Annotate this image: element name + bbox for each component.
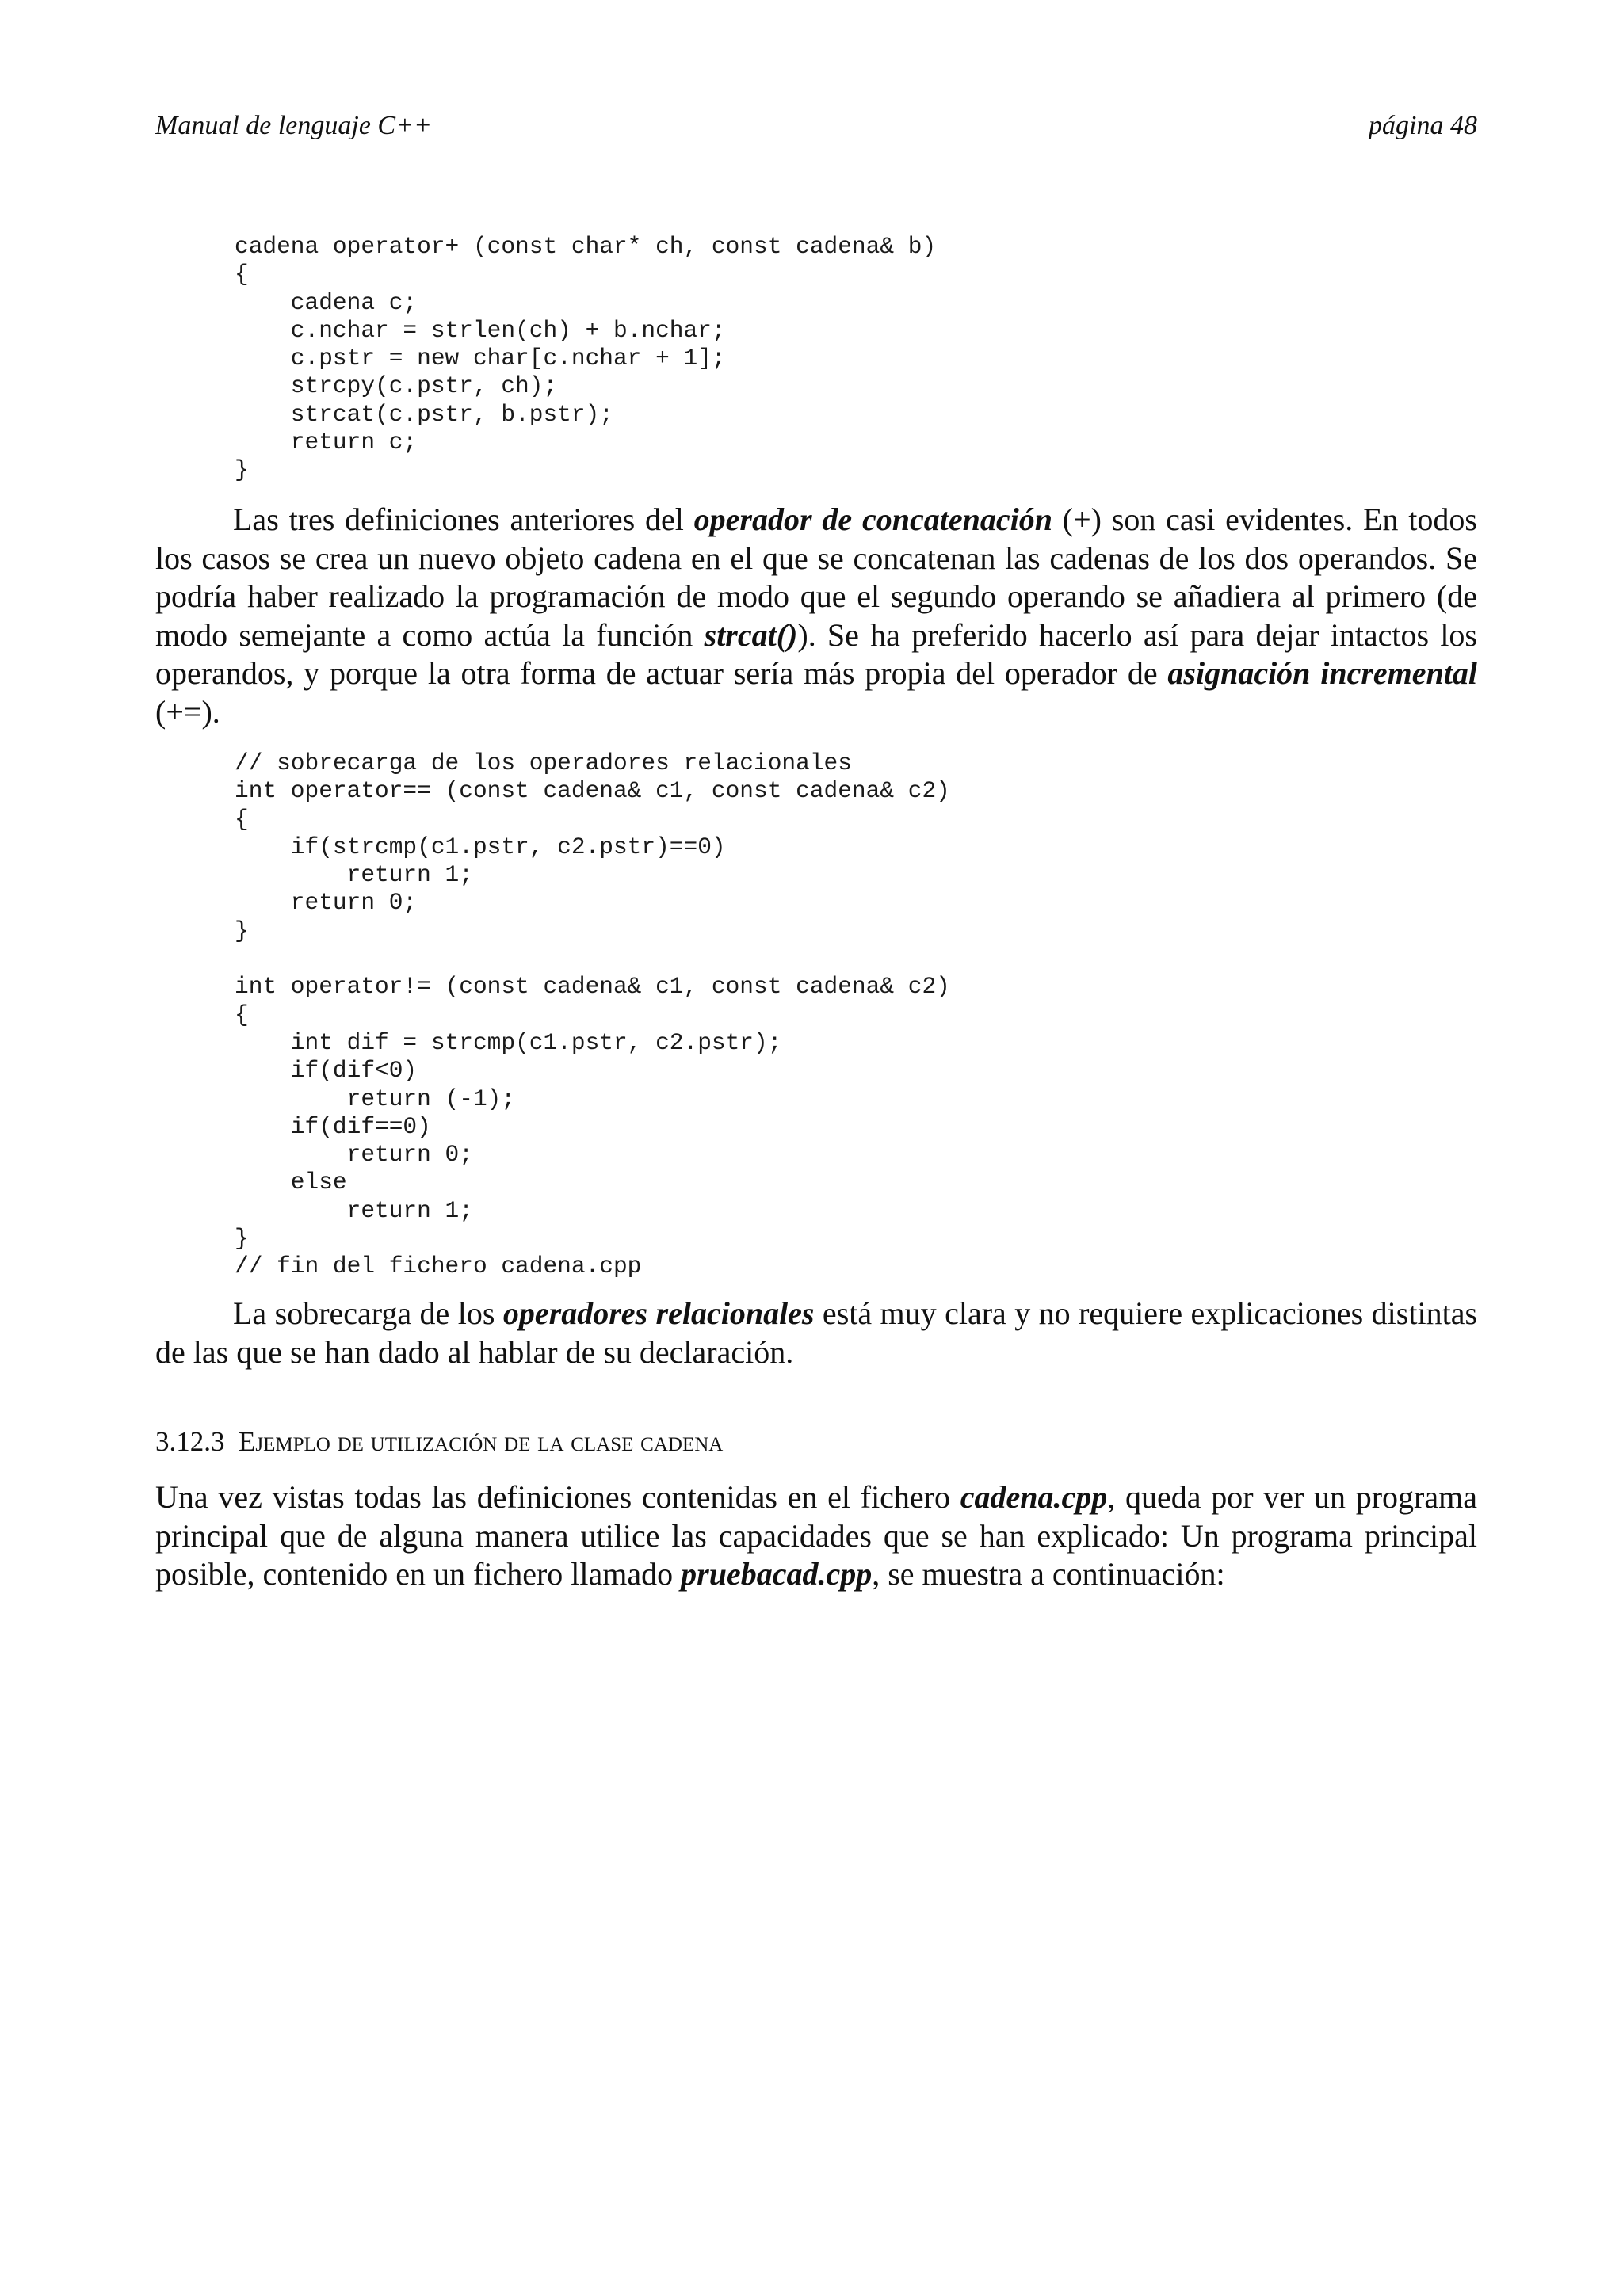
text-span: (+) son casi evidentes. En todos los casos se crea un nuevo objeto cadena en el que se concatenan las cadenas de los dos operandos. Se podría haber realizado la programación de modo que el segundo operando se añadiera al primero (de modo semejante a como actúa la función bbox=[155, 502, 1477, 653]
text-span: ). Se ha preferido hacerlo así para dejar intactos los operandos, y porque la otra forma de actuar sería más propia del operador de bbox=[155, 616, 1477, 691]
page-header bbox=[155, 111, 1477, 151]
paragraph-relational bbox=[155, 1295, 1477, 1371]
section-title: Ejemplo de utilización de la clase cadena bbox=[239, 1426, 724, 1457]
page-number: página 48 bbox=[1369, 111, 1477, 140]
text-span: , queda por ver un programa principal que de alguna manera utilice las capacidades que se han explicado: Un programa principal posible, contenido en un fichero llamado bbox=[155, 1479, 1477, 1592]
emphasis-term: operador de concatenación bbox=[693, 502, 1052, 537]
text-span: Las tres definiciones anteriores del bbox=[233, 502, 694, 537]
file-name: pruebacad.cpp bbox=[681, 1556, 873, 1592]
document-title: Manual de lenguaje C++ bbox=[155, 111, 432, 140]
emphasis-term: operadores relacionales bbox=[502, 1295, 815, 1331]
section-heading bbox=[155, 1426, 723, 1458]
section-number: 3.12.3 bbox=[155, 1426, 225, 1457]
file-name: cadena.cpp bbox=[960, 1479, 1108, 1515]
text-span: Una vez vistas todas las definiciones contenidas en el fichero bbox=[155, 1479, 960, 1515]
code-block-relational-operators: // sobrecarga de los operadores relacionales int operator== (const cadena& c1, const cadena& c2) { if(strcmp(c1.pstr, c2.pstr)==0) return 1; return 0; } int operator!= (const cadena& c1, const cadena& c2) { int dif = strcmp(c1.pstr, c2.pstr); if(dif<0) return (-1); if(dif==0) return 0; else return 1; } // fin del fichero cadena.cpp bbox=[235, 749, 950, 1280]
text-span: , se muestra a continuación: bbox=[872, 1556, 1225, 1592]
emphasis-term: strcat() bbox=[704, 616, 798, 653]
text-span: está muy clara y no requiere explicaciones distintas de las que se han dado al hablar de su declaración. bbox=[155, 1295, 1478, 1370]
text-span: La sobrecarga de los bbox=[233, 1295, 503, 1331]
paragraph-example-intro bbox=[155, 1478, 1477, 1594]
text-span: (+=). bbox=[155, 693, 220, 730]
paragraph-concatenation bbox=[155, 501, 1477, 731]
code-block-operator-plus: cadena operator+ (const char* ch, const cadena& b) { cadena c; c.nchar = strlen(ch) + b.nchar; c.pstr = new char[c.nchar + 1]; strcpy(c.pstr, ch); strcat(c.pstr, b.pstr); return c; } bbox=[235, 233, 937, 484]
emphasis-term: asignación incremental bbox=[1167, 655, 1477, 691]
